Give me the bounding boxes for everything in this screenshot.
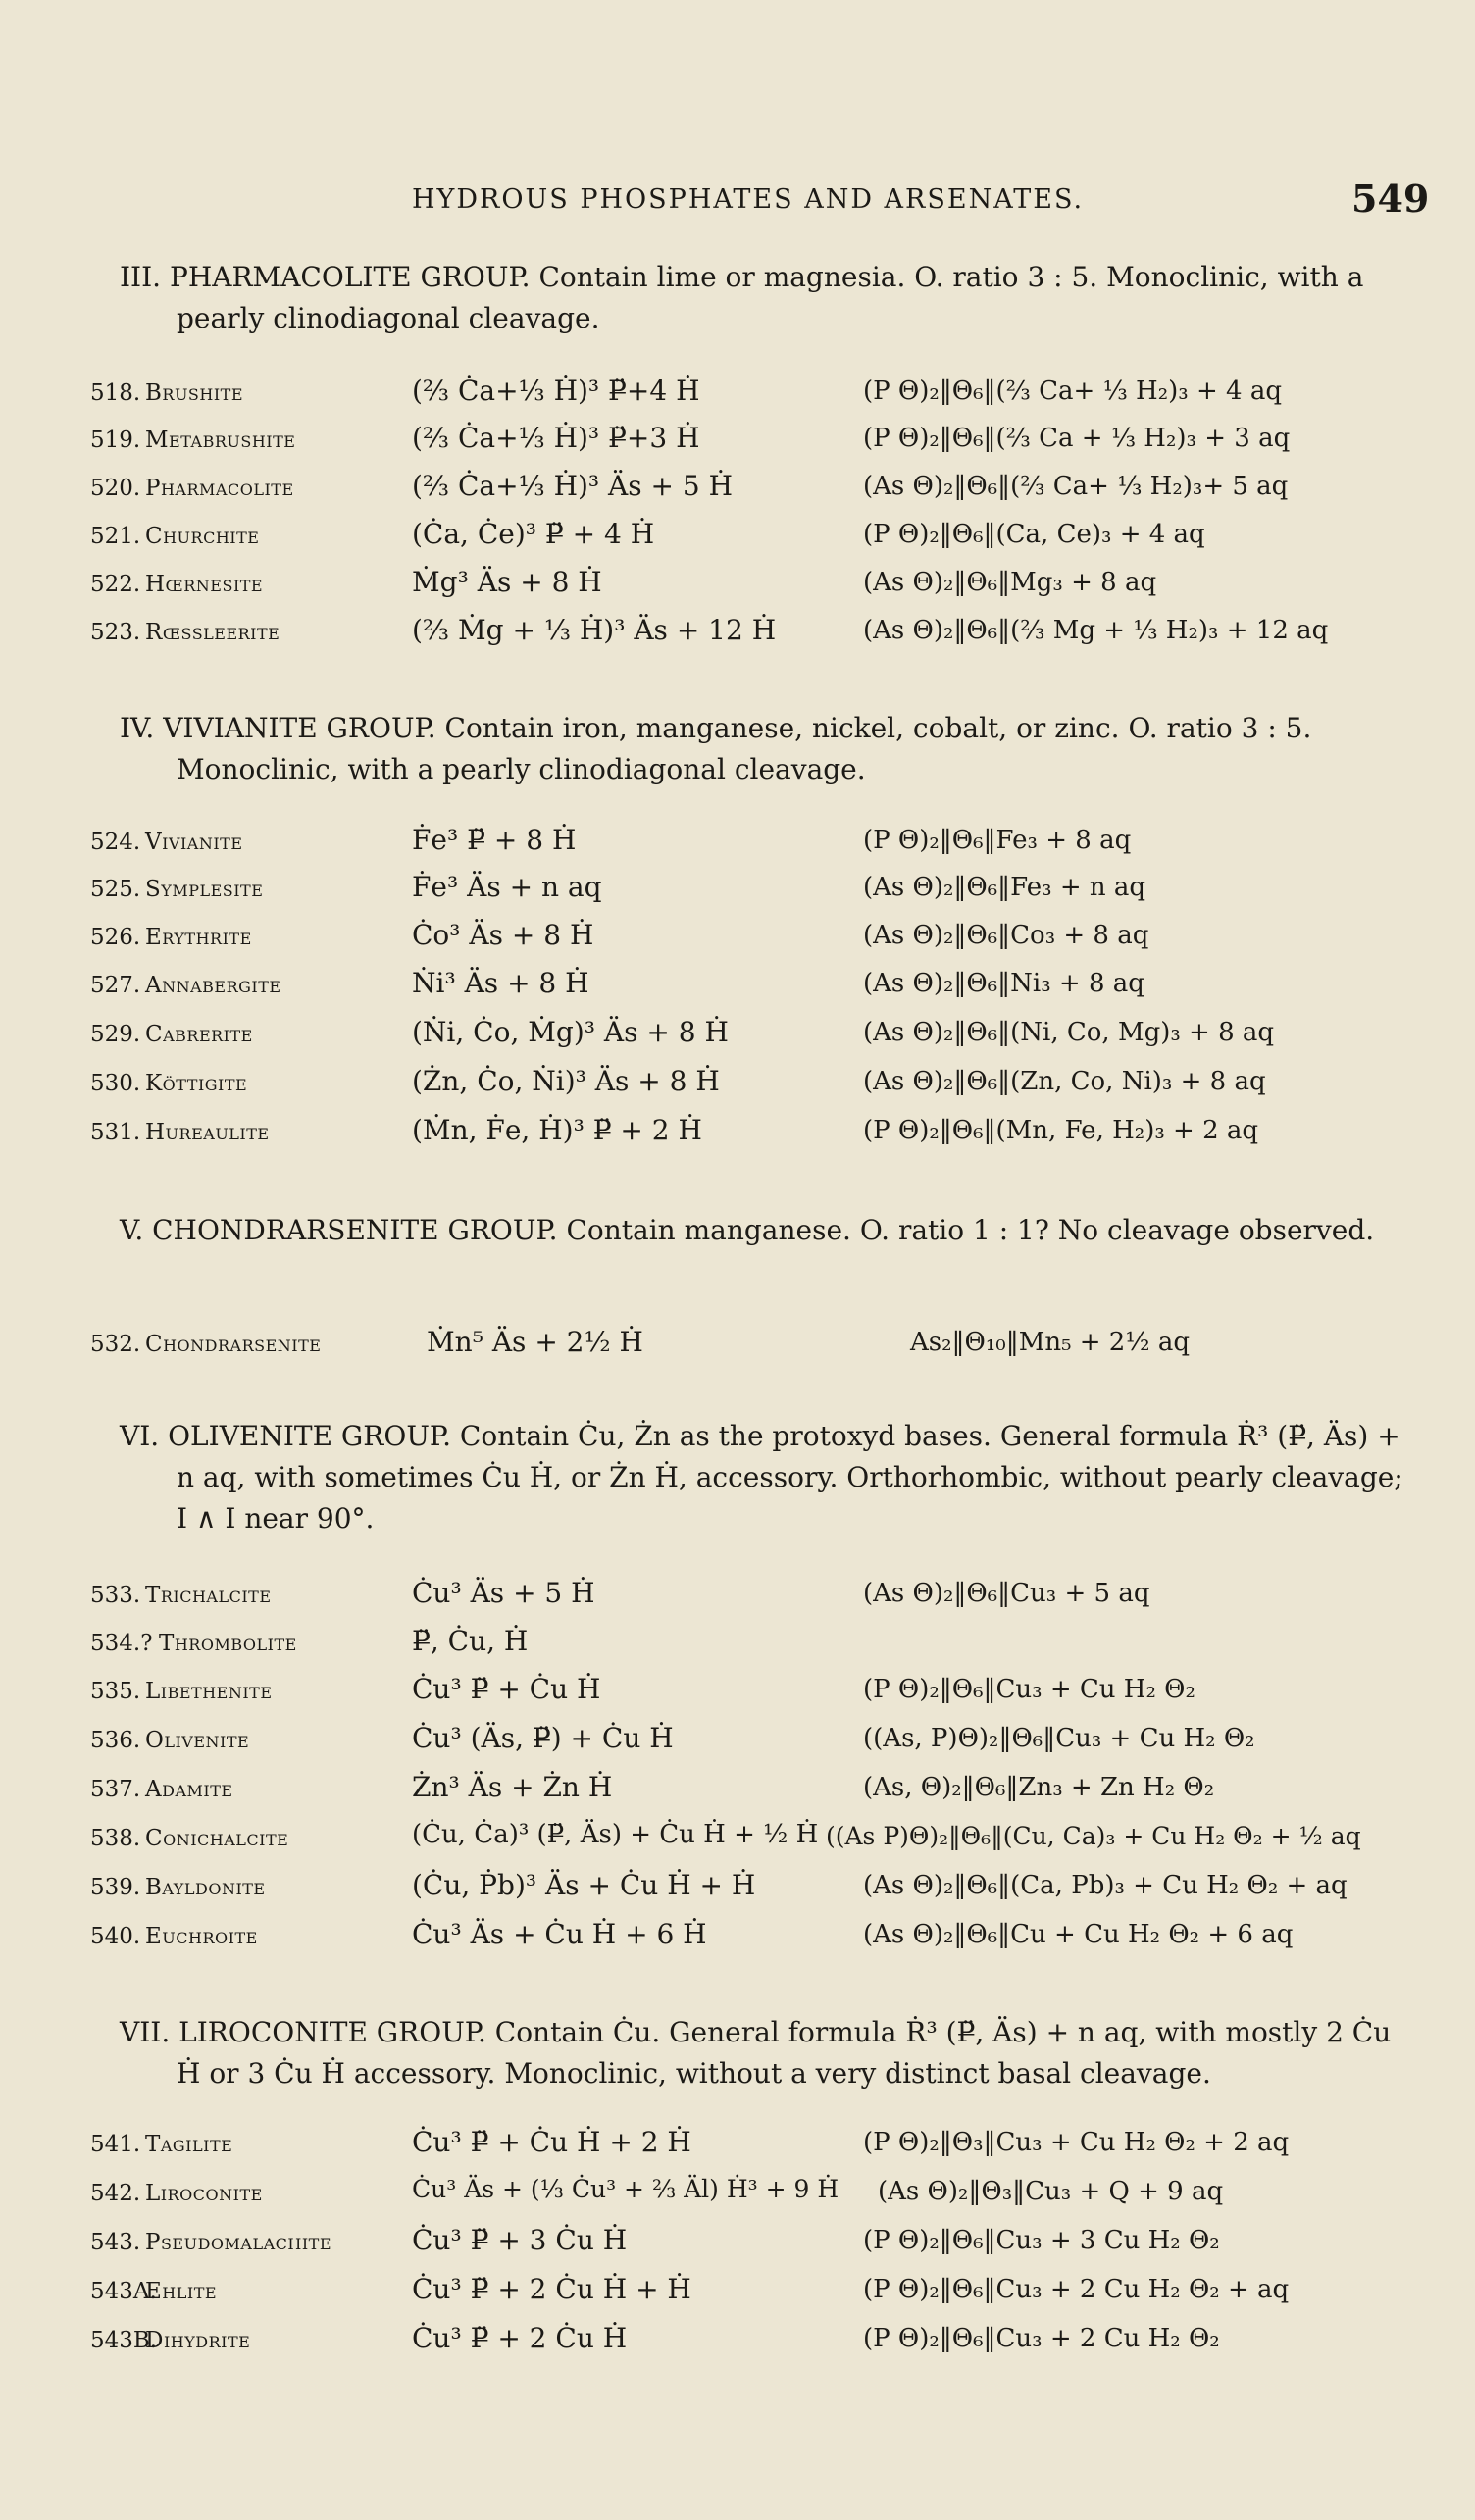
mineral-row [0, 869, 1475, 914]
section-heading: VII. LIROCONITE GROUP. [120, 2016, 486, 2048]
new-formula: (P Θ)₂‖Θ₆‖Fe₃ + 8 aq [863, 826, 1132, 855]
section-text: Contain iron, manganese, nickel, cobalt, or zinc. O. ratio 3 : 5. Monoclinic, with a pearly clinodiagonal cleavage. [177, 712, 1312, 785]
mineral-name: Erythrite [145, 925, 252, 950]
mineral-row [0, 1575, 1475, 1620]
mineral-row [0, 2320, 1475, 2365]
old-formula: Ḟe³ P̶̈ + 8 Ḣ [412, 824, 577, 856]
mineral-row [0, 1720, 1475, 1765]
old-formula: (Ċu, Ċa)³ (P̶̈, Äs) + Ċu Ḣ + ½ Ḣ [412, 1820, 819, 1849]
old-formula: Ṅi³ Äs + 8 Ḣ [412, 967, 589, 999]
new-formula: (P Θ)₂‖Θ₆‖Cu₃ + 2 Cu H₂ Θ₂ [863, 2324, 1220, 2353]
old-formula: (⅔ Ċa+⅓ Ḣ)³ Äs + 5 Ḣ [412, 470, 734, 502]
mineral-row [0, 2222, 1475, 2267]
mineral-name: Köttigite [145, 1071, 248, 1096]
section-description [120, 2012, 1414, 2094]
mineral-name: Thrombolite [159, 1631, 297, 1656]
new-formula: (As Θ)₂‖Θ₃‖Cu₃ + Q + 9 aq [878, 2177, 1224, 2206]
old-formula: Ċu³ P̶̈ + 2 Ċu Ḣ [412, 2322, 628, 2354]
mineral-number: 523. [90, 620, 141, 645]
mineral-number: 532. [90, 1332, 141, 1357]
old-formula: (⅔ Ċa+⅓ Ḣ)³ P̶̈+3 Ḣ [412, 422, 700, 454]
section-text: Contain manganese. O. ratio 1 : 1? No cleavage observed. [566, 1214, 1375, 1246]
mineral-number: 538. [90, 1826, 141, 1851]
new-formula: (P Θ)₂‖Θ₆‖Cu₃ + Cu H₂ Θ₂ [863, 1675, 1195, 1704]
old-formula: Ḟe³ Äs + n aq [412, 871, 602, 903]
mineral-number: 542. [90, 2181, 141, 2206]
mineral-row [0, 1916, 1475, 1961]
mineral-name: Bayldonite [145, 1875, 266, 1900]
mineral-row [0, 822, 1475, 867]
mineral-number: 537. [90, 1777, 141, 1802]
mineral-row [0, 1112, 1475, 1157]
mineral-number: 534.? [90, 1631, 153, 1656]
mineral-name: Annabergite [145, 973, 281, 998]
mineral-number: 533. [90, 1583, 141, 1608]
mineral-name: Euchroite [145, 1924, 258, 1949]
mineral-name: Rœssleerite [145, 620, 280, 645]
mineral-row [0, 420, 1475, 465]
mineral-name: Pharmacolite [145, 476, 294, 501]
mineral-row [0, 1867, 1475, 1912]
new-formula: (P Θ)₂‖Θ₃‖Cu₃ + Cu H₂ Θ₂ + 2 aq [863, 2128, 1290, 2157]
mineral-number: 535. [90, 1679, 141, 1704]
mineral-row [0, 468, 1475, 513]
mineral-row [0, 1769, 1475, 1814]
mineral-number: 527. [90, 973, 141, 998]
mineral-row [0, 1324, 1475, 1369]
mineral-number: 540. [90, 1924, 141, 1949]
old-formula: Ṁn⁵ Äs + 2½ Ḣ [427, 1326, 643, 1358]
new-formula: ((As, P)Θ)₂‖Θ₆‖Cu₃ + Cu H₂ Θ₂ [863, 1724, 1255, 1753]
new-formula: (As Θ)₂‖Θ₆‖(Ni, Co, Mg)₃ + 8 aq [863, 1018, 1275, 1047]
mineral-name: Tagilite [145, 2132, 233, 2157]
mineral-number: 518. [90, 380, 141, 406]
mineral-row [0, 917, 1475, 962]
old-formula: Ċu³ Äs + 5 Ḣ [412, 1577, 595, 1609]
mineral-number: 521. [90, 524, 141, 549]
old-formula: Ċo³ Äs + 8 Ḣ [412, 919, 594, 951]
old-formula: (⅔ Ċa+⅓ Ḣ)³ P̶̈+4 Ḣ [412, 375, 700, 407]
new-formula: (As Θ)₂‖Θ₆‖Fe₃ + n aq [863, 873, 1146, 902]
old-formula: (Ṅi, Ċo, Ṁg)³ Äs + 8 Ḣ [412, 1016, 729, 1048]
mineral-name: Liroconite [145, 2181, 263, 2206]
section-heading: IV. VIVIANITE GROUP. [120, 712, 436, 744]
new-formula: (As, Θ)₂‖Θ₆‖Zn₃ + Zn H₂ Θ₂ [863, 1773, 1215, 1802]
mineral-row [0, 1623, 1475, 1668]
old-formula: Ċu³ P̶̈ + Ċu Ḣ [412, 1673, 601, 1705]
mineral-name: Libethenite [145, 1679, 273, 1704]
section-description [120, 1210, 1414, 1251]
old-formula: (Żn, Ċo, Ṅi)³ Äs + 8 Ḣ [412, 1065, 720, 1097]
mineral-name: Conichalcite [145, 1826, 289, 1851]
mineral-number: 539. [90, 1875, 141, 1900]
section-description [120, 708, 1414, 790]
new-formula: ((As P)Θ)₂‖Θ₆‖(Cu, Ca)₃ + Cu H₂ Θ₂ + ½ aq [826, 1822, 1361, 1850]
mineral-name: Trichalcite [145, 1583, 272, 1608]
mineral-name: Metabrushite [145, 428, 296, 453]
mineral-number: 520. [90, 476, 141, 501]
old-formula: P̶̈, Ċu, Ḣ [412, 1625, 529, 1657]
section-description [120, 1416, 1414, 1539]
new-formula: (P Θ)₂‖Θ₆‖Cu₃ + 3 Cu H₂ Θ₂ [863, 2226, 1220, 2255]
mineral-number: 529. [90, 1022, 141, 1047]
new-formula: (As Θ)₂‖Θ₆‖(Zn, Co, Ni)₃ + 8 aq [863, 1067, 1266, 1096]
new-formula: (P Θ)₂‖Θ₆‖(Ca, Ce)₃ + 4 aq [863, 520, 1205, 549]
new-formula: (As Θ)₂‖Θ₆‖Cu₃ + 5 aq [863, 1579, 1150, 1608]
mineral-number: 531. [90, 1120, 141, 1145]
mineral-name: Cabrerite [145, 1022, 253, 1047]
old-formula: (Ċu, Ṗb)³ Äs + Ċu Ḣ + Ḣ [412, 1869, 756, 1901]
mineral-number: 525. [90, 877, 141, 902]
mineral-name: Adamite [145, 1777, 233, 1802]
mineral-number: 519. [90, 428, 141, 453]
mineral-name: Hureaulite [145, 1120, 270, 1145]
section-heading: V. CHONDRARSENITE GROUP. [120, 1214, 558, 1246]
mineral-number: 543. [90, 2230, 141, 2255]
old-formula: Ċu³ Äs + Ċu Ḣ + 6 Ḣ [412, 1918, 707, 1950]
section-heading: VI. OLIVENITE GROUP. [120, 1420, 451, 1452]
mineral-row [0, 2124, 1475, 2169]
old-formula: Ċu³ Äs + (⅓ Ċu³ + ⅔ Äl) Ḣ³ + 9 Ḣ [412, 2175, 839, 2203]
new-formula: (As Θ)₂‖Θ₆‖(⅔ Mg + ⅓ H₂)₃ + 12 aq [863, 616, 1329, 645]
mineral-row [0, 373, 1475, 418]
mineral-name: Olivenite [145, 1728, 250, 1753]
page-header [0, 176, 1475, 224]
mineral-row [0, 1671, 1475, 1716]
mineral-number: 536. [90, 1728, 141, 1753]
mineral-row [0, 1014, 1475, 1059]
section-heading: III. PHARMACOLITE GROUP. [120, 261, 531, 293]
old-formula: Ċu³ (Äs, P̶̈) + Ċu Ḣ [412, 1722, 674, 1754]
page-number: 549 [1351, 176, 1430, 221]
section-description [120, 257, 1414, 339]
new-formula: (As Θ)₂‖Θ₆‖Cu + Cu H₂ Θ₂ + 6 aq [863, 1920, 1294, 1949]
new-formula: (P Θ)₂‖Θ₆‖Cu₃ + 2 Cu H₂ Θ₂ + aq [863, 2275, 1290, 2304]
old-formula: (⅔ Ṁg + ⅓ Ḣ)³ Äs + 12 Ḣ [412, 614, 777, 646]
new-formula: (P Θ)₂‖Θ₆‖(⅔ Ca+ ⅓ H₂)₃ + 4 aq [863, 377, 1282, 406]
mineral-name: Dihydrite [145, 2328, 251, 2353]
new-formula: As₂‖Θ₁₀‖Mn₅ + 2½ aq [910, 1328, 1190, 1357]
mineral-number: 530. [90, 1071, 141, 1096]
mineral-row [0, 1818, 1475, 1863]
mineral-row [0, 564, 1475, 609]
mineral-name: Churchite [145, 524, 260, 549]
mineral-name: Brushite [145, 380, 244, 406]
mineral-number: 541. [90, 2132, 141, 2157]
new-formula: (P Θ)₂‖Θ₆‖(Mn, Fe, H₂)₃ + 2 aq [863, 1116, 1259, 1145]
mineral-row [0, 516, 1475, 561]
new-formula: (As Θ)₂‖Θ₆‖Co₃ + 8 aq [863, 921, 1149, 950]
mineral-number: 543A. [90, 2279, 157, 2304]
mineral-name: Chondrarsenite [145, 1332, 322, 1357]
old-formula: Ṁg³ Äs + 8 Ḣ [412, 566, 602, 598]
mineral-name: Pseudomalachite [145, 2230, 332, 2255]
mineral-row [0, 1063, 1475, 1108]
new-formula: (As Θ)₂‖Θ₆‖Mg₃ + 8 aq [863, 568, 1157, 597]
mineral-name: Ehlite [145, 2279, 218, 2304]
mineral-row [0, 2173, 1475, 2218]
old-formula: Ċu³ P̶̈ + 3 Ċu Ḣ [412, 2224, 628, 2256]
section-text: Contain Ċu. General formula Ṙ³ (P̶̈, Äs) + n aq, with mostly 2 Ċu Ḣ or 3 Ċu Ḣ accessory. Monoclinic, without a very distinct basal cleavage. [177, 2016, 1392, 2090]
mineral-name: Symplesite [145, 877, 264, 902]
running-title: HYDROUS PHOSPHATES AND ARSENATES. [412, 184, 1085, 215]
mineral-number: 526. [90, 925, 141, 950]
old-formula: Ċu³ P̶̈ + 2 Ċu Ḣ + Ḣ [412, 2273, 691, 2305]
mineral-row [0, 612, 1475, 657]
mineral-number: 543B. [90, 2328, 158, 2353]
old-formula: (Ċa, Ċe)³ P̶̈ + 4 Ḣ [412, 518, 655, 550]
mineral-row [0, 2271, 1475, 2316]
new-formula: (As Θ)₂‖Θ₆‖(⅔ Ca+ ⅓ H₂)₃+ 5 aq [863, 472, 1289, 501]
old-formula: (Ṁn, Ḟe, Ḣ)³ P̶̈ + 2 Ḣ [412, 1114, 702, 1146]
mineral-number: 522. [90, 572, 141, 597]
section-text: Contain Ċu, Żn as the protoxyd bases. General formula Ṙ³ (P̶̈, Äs) + n aq, with sometimes Ċu Ḣ, or Żn Ḣ, accessory. Orthorhombic, without pearly cleavage; I ∧ I near 90°. [177, 1420, 1403, 1535]
new-formula: (P Θ)₂‖Θ₆‖(⅔ Ca + ⅓ H₂)₃ + 3 aq [863, 424, 1291, 453]
mineral-name: Hœrnesite [145, 572, 264, 597]
new-formula: (As Θ)₂‖Θ₆‖Ni₃ + 8 aq [863, 969, 1144, 998]
mineral-number: 524. [90, 830, 141, 855]
new-formula: (As Θ)₂‖Θ₆‖(Ca, Pb)₃ + Cu H₂ Θ₂ + aq [863, 1871, 1348, 1900]
old-formula: Ċu³ P̶̈ + Ċu Ḣ + 2 Ḣ [412, 2126, 691, 2158]
section-text: Contain lime or magnesia. O. ratio 3 : 5. Monoclinic, with a pearly clinodiagonal cleavage. [177, 261, 1364, 334]
mineral-row [0, 965, 1475, 1010]
mineral-name: Vivianite [145, 830, 243, 855]
old-formula: Żn³ Äs + Żn Ḣ [412, 1771, 613, 1803]
